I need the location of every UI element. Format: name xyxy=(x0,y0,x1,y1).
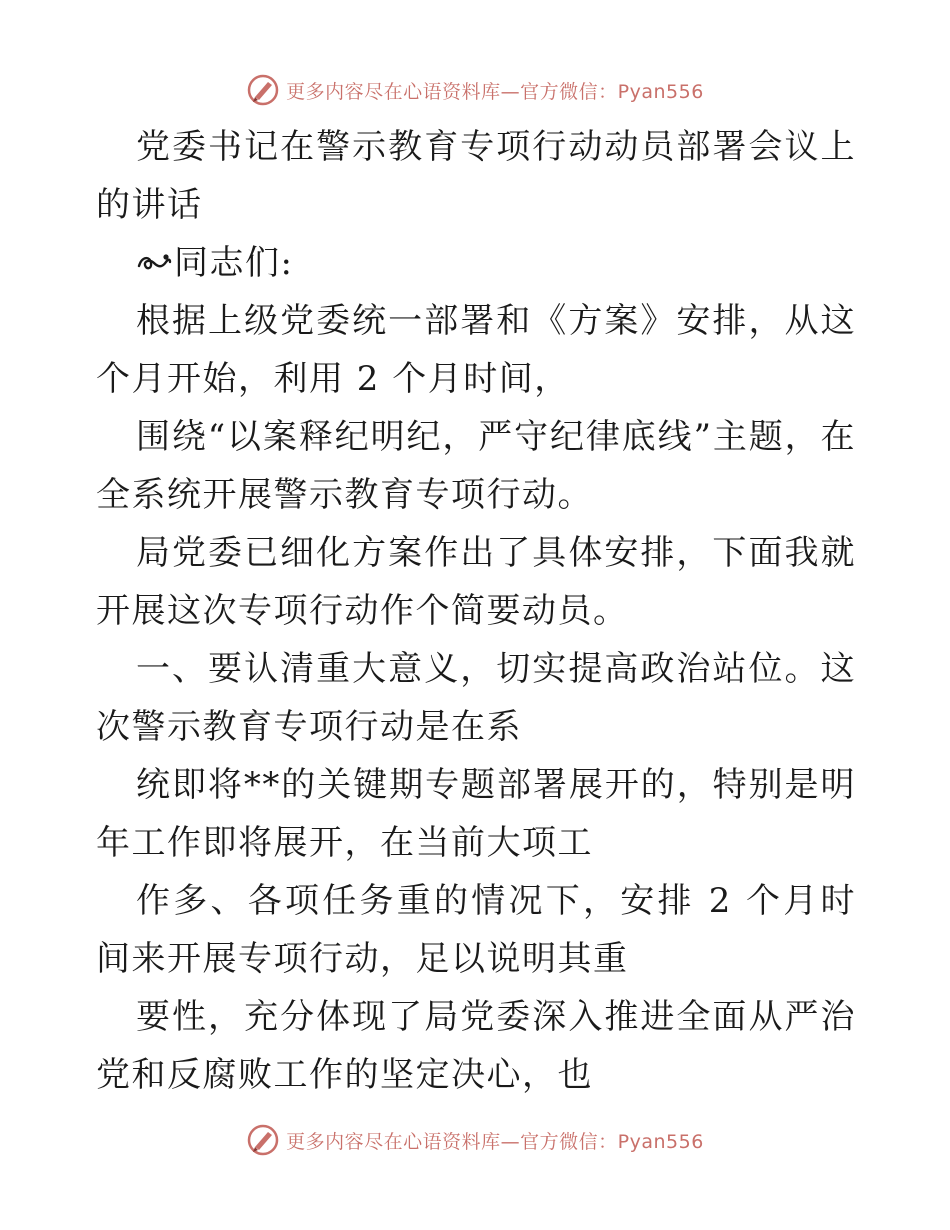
paragraph: 局党委已细化方案作出了具体安排，下面我就开展这次专项行动作个简要动员。 xyxy=(96,533,856,631)
paragraph: 统即将**的关键期专题部署展开的，特别是明年工作即将展开，在当前大项工 xyxy=(96,765,856,863)
paragraph: 要性，充分体现了局党委深入推进全面从严治党和反腐败工作的坚定决心，也 xyxy=(96,997,856,1095)
paragraph: 根据上级党委统一部署和《方案》安排，从这个月开始，利用 2 个月时间， xyxy=(96,301,856,399)
brush-pen-logo-icon xyxy=(246,73,280,107)
greeting-line xyxy=(96,234,856,292)
ornament-swirl-icon xyxy=(136,250,172,276)
greeting-text: 同志们: xyxy=(174,243,294,283)
header-watermark xyxy=(0,70,950,110)
paragraph: 作多、各项任务重的情况下，安排 2 个月时间来开展专项行动，足以说明其重 xyxy=(96,881,856,979)
watermark-text: 更多内容尽在心语资料库—官方微信：Pyan556 xyxy=(286,80,704,103)
footer-watermark xyxy=(0,1120,950,1160)
document-body xyxy=(96,118,856,1104)
paragraph: 围绕“以案释纪明纪，严守纪律底线”主题，在全系统开展警示教育专项行动。 xyxy=(96,417,856,515)
brush-pen-logo-icon xyxy=(246,1123,280,1157)
section-heading-paragraph: 一、要认清重大意义，切实提高政治站位。这次警示教育专项行动是在系 xyxy=(96,649,856,747)
watermark-text: 更多内容尽在心语资料库—官方微信：Pyan556 xyxy=(286,1130,704,1153)
document-title: 党委书记在警示教育专项行动动员部署会议上的讲话 xyxy=(96,127,856,225)
